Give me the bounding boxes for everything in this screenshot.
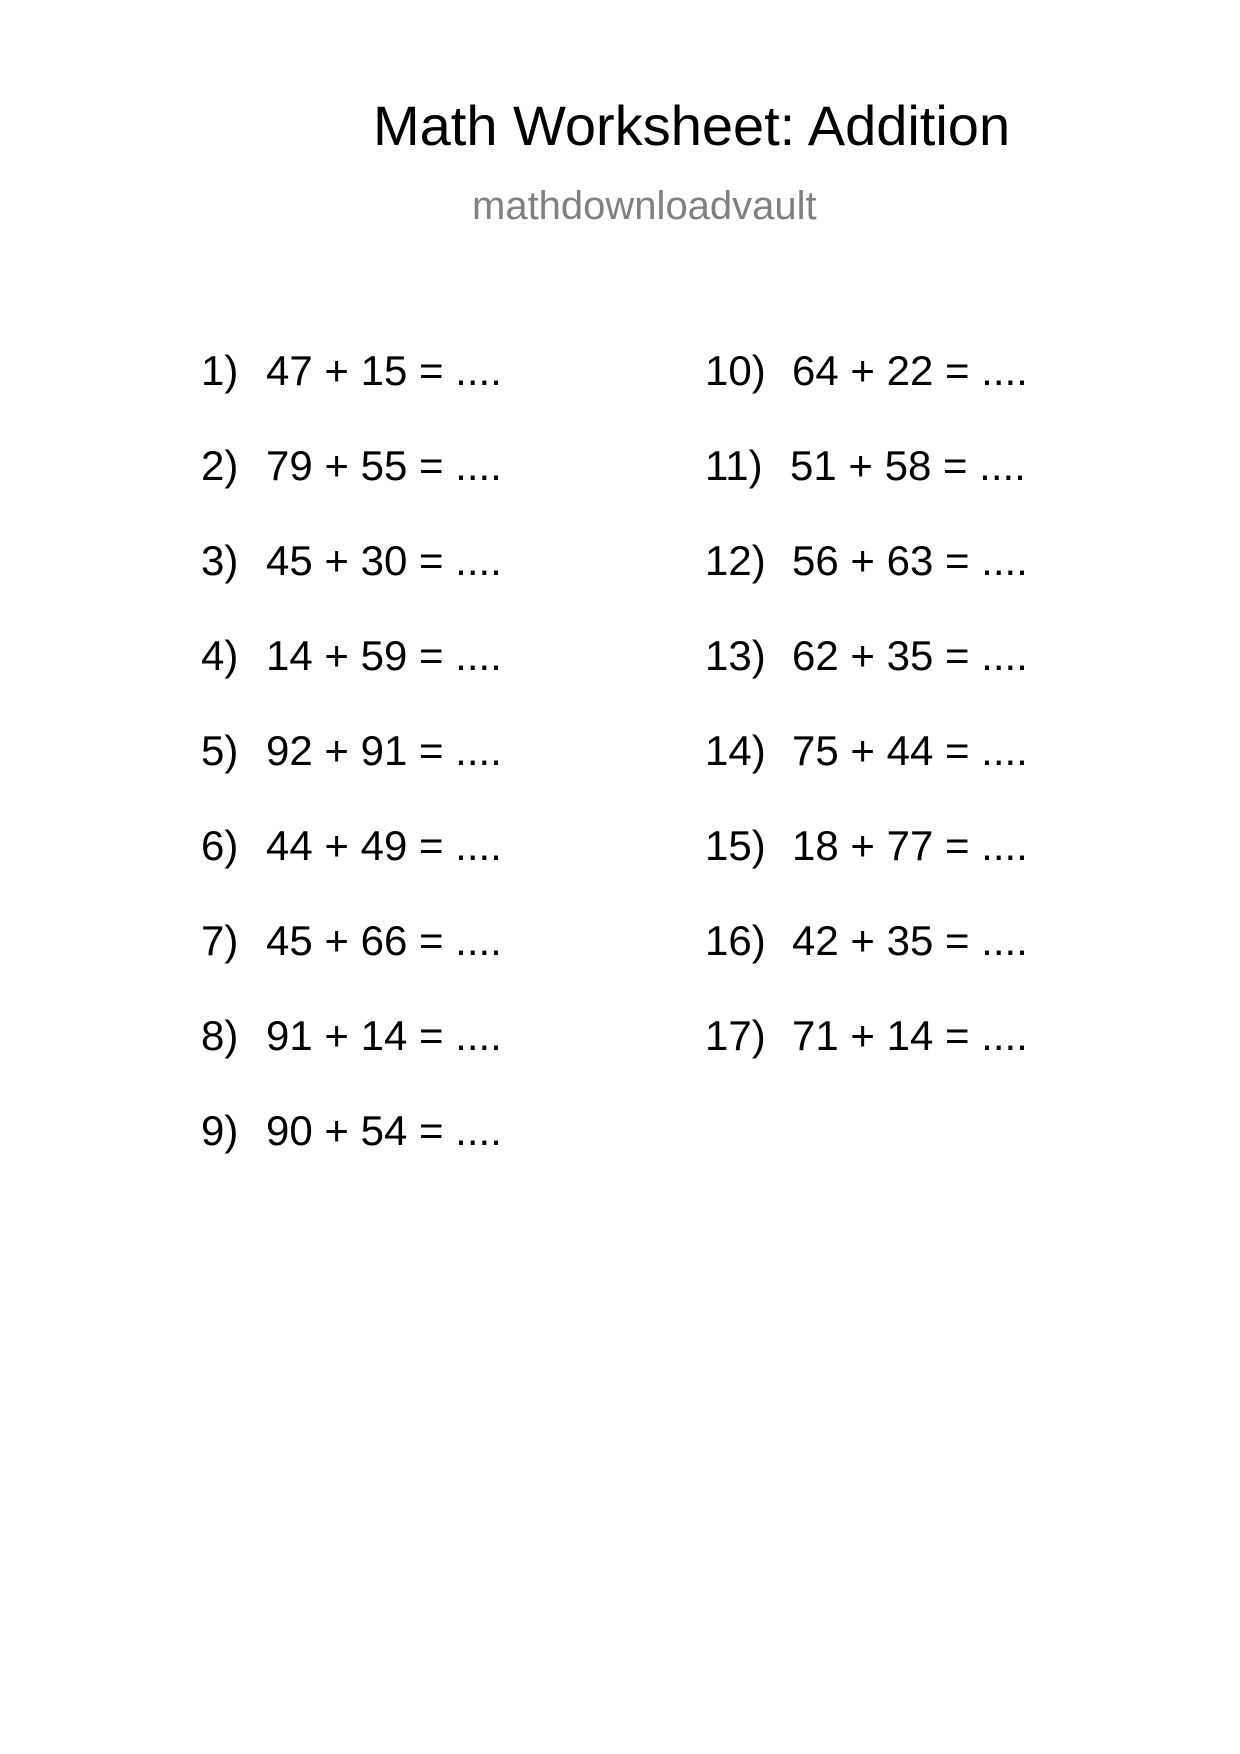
problems-column-right bbox=[705, 347, 1028, 1110]
problem-number: 10) bbox=[705, 347, 766, 394]
problem-item bbox=[201, 347, 502, 445]
problem-number: 13) bbox=[705, 632, 766, 679]
problem-expression: 47 + 15 = .... bbox=[266, 347, 502, 394]
problem-item bbox=[705, 1012, 1028, 1110]
problem-number: 15) bbox=[705, 822, 766, 869]
problem-number: 2) bbox=[201, 442, 239, 489]
problem-expression: 71 + 14 = .... bbox=[792, 1012, 1028, 1059]
problem-number: 5) bbox=[201, 727, 239, 774]
problem-item bbox=[201, 632, 502, 730]
problem-expression: 64 + 22 = .... bbox=[792, 347, 1028, 394]
problem-item bbox=[201, 822, 502, 920]
problem-expression: 18 + 77 = .... bbox=[792, 822, 1028, 869]
problem-expression: 51 + 58 = .... bbox=[790, 442, 1026, 489]
page-subtitle: mathdownloadvault bbox=[472, 184, 817, 228]
problem-expression: 79 + 55 = .... bbox=[266, 442, 502, 489]
problem-item bbox=[705, 822, 1028, 920]
problem-item bbox=[705, 537, 1028, 635]
problems-column-left bbox=[201, 347, 502, 1205]
problem-expression: 90 + 54 = .... bbox=[266, 1107, 502, 1154]
problem-item bbox=[705, 917, 1028, 1015]
problem-item bbox=[705, 632, 1028, 730]
problem-number: 8) bbox=[201, 1012, 239, 1059]
problem-number: 3) bbox=[201, 537, 239, 584]
problem-expression: 92 + 91 = .... bbox=[266, 727, 502, 774]
problem-expression: 91 + 14 = .... bbox=[266, 1012, 502, 1059]
problem-number: 16) bbox=[705, 917, 766, 964]
problem-expression: 62 + 35 = .... bbox=[792, 632, 1028, 679]
problem-number: 14) bbox=[705, 727, 766, 774]
problem-expression: 42 + 35 = .... bbox=[792, 917, 1028, 964]
problem-item bbox=[201, 727, 502, 825]
problem-number: 6) bbox=[201, 822, 239, 869]
page-title: Math Worksheet: Addition bbox=[373, 94, 1011, 157]
problem-expression: 56 + 63 = .... bbox=[792, 537, 1028, 584]
problem-item bbox=[201, 917, 502, 1015]
problem-item bbox=[705, 347, 1028, 445]
problem-number: 17) bbox=[705, 1012, 766, 1059]
problem-item bbox=[201, 442, 502, 540]
problem-number: 9) bbox=[201, 1107, 239, 1154]
problem-item bbox=[705, 442, 1028, 540]
problem-number: 12) bbox=[705, 537, 766, 584]
problem-item bbox=[201, 1012, 502, 1110]
problem-item bbox=[705, 727, 1028, 825]
problem-number: 11) bbox=[705, 442, 763, 489]
problem-item bbox=[201, 1107, 502, 1205]
problem-number: 7) bbox=[201, 917, 239, 964]
problem-number: 1) bbox=[201, 347, 239, 394]
problem-expression: 44 + 49 = .... bbox=[266, 822, 502, 869]
problem-expression: 14 + 59 = .... bbox=[266, 632, 502, 679]
problem-expression: 45 + 30 = .... bbox=[266, 537, 502, 584]
problem-expression: 45 + 66 = .... bbox=[266, 917, 502, 964]
problem-item bbox=[201, 537, 502, 635]
problem-expression: 75 + 44 = .... bbox=[792, 727, 1028, 774]
problem-number: 4) bbox=[201, 632, 239, 679]
